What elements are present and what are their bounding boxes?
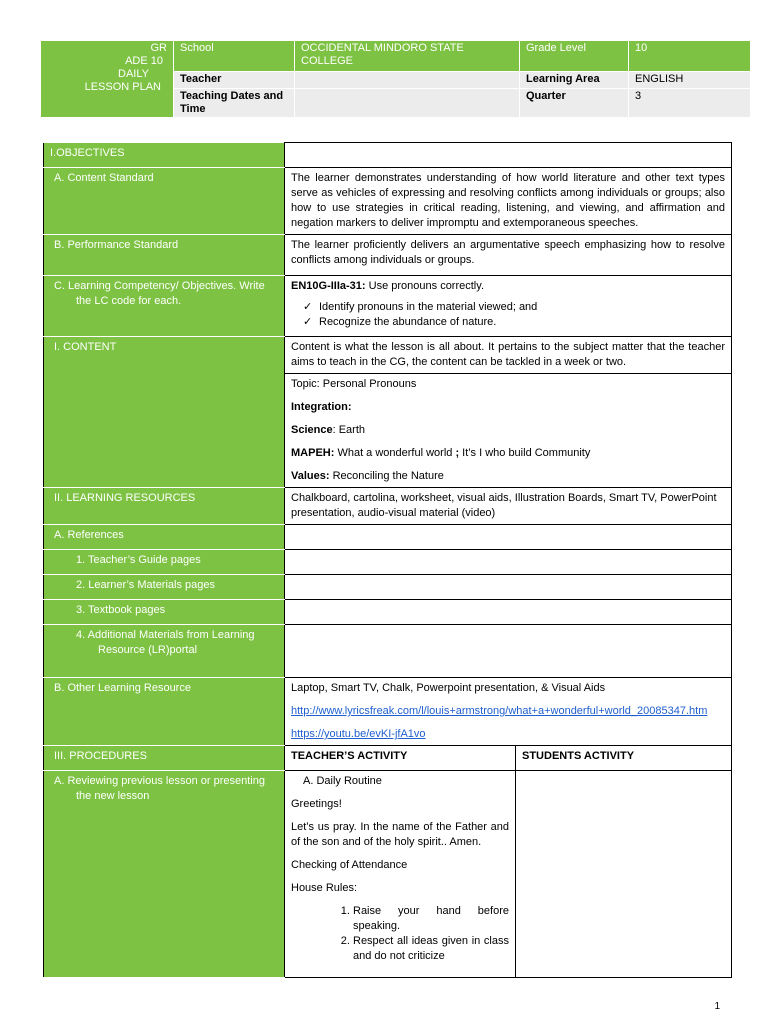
title-line-3: DAILY (118, 68, 149, 80)
content-standard-label: A. Content Standard (44, 168, 285, 235)
page-number: 1 (714, 1001, 720, 1012)
integration-label: Integration: (291, 401, 352, 413)
students-activity-head: STUDENTS ACTIVITY (516, 746, 732, 771)
grade-label: Grade Level (520, 41, 629, 72)
reviewing-label: A. Reviewing previous lesson or presenting the new lesson (44, 771, 285, 978)
learners-materials-label: 2. Learner’s Materials pages (44, 575, 285, 600)
school-label: School (174, 41, 295, 72)
house-rules-label: House Rules: (291, 882, 358, 894)
references-blank (285, 525, 732, 550)
students-activity-cell (516, 771, 732, 978)
title-line-4: LESSON PLAN (84, 81, 161, 93)
teacher-label: Teacher (174, 72, 295, 89)
lesson-plan-title (41, 41, 174, 118)
science-label: Science (291, 424, 333, 436)
textbook-blank (285, 600, 732, 625)
competency-item-2: ✓ Recognize the abundance of nature. (291, 315, 725, 330)
content-topic-cell (285, 374, 732, 488)
grade-value: 10 (629, 41, 751, 72)
learning-resources-text: Chalkboard, cartolina, worksheet, visual aids, Illustration Boards, Smart TV, PowerPoint presentation, audio-visual material (video) (285, 488, 732, 525)
attendance: Checking of Attendance (291, 859, 408, 871)
area-value: ENGLISH (629, 72, 751, 89)
content-description: Content is what the lesson is all about. It pertains to the subject matter that the teacher aims to teach in the CG, the content can be tackled in a week or two. (285, 337, 732, 374)
header-table (40, 40, 751, 118)
quarter-value: 3 (629, 89, 751, 118)
teacher-value (295, 72, 520, 89)
dates-value (295, 89, 520, 118)
competency-text: Use pronouns correctly. (365, 280, 484, 292)
competency-label: C. Learning Competency/ Objectives. Write the LC code for each. (44, 276, 285, 337)
learners-materials-blank (285, 575, 732, 600)
textbook-label: 3. Textbook pages (44, 600, 285, 625)
area-label: Learning Area (520, 72, 629, 89)
mapeh-label: MAPEH: (291, 447, 335, 459)
school-value: OCCIDENTAL MINDORO STATE COLLEGE (295, 41, 520, 72)
competency-cell (285, 276, 732, 337)
content-label: I. CONTENT (44, 337, 285, 488)
dates-label: Teaching Dates and Time (174, 89, 295, 118)
mapeh-value-a: What a wonderful world (334, 447, 456, 459)
house-rule-2: 2. Respect all ideas given in class and do not criticize (353, 934, 509, 964)
additional-materials-blank (285, 625, 732, 678)
performance-standard-text: The learner proficiently delivers an argumentative speech emphasizing how to resolve conflicts among individuals or groups. (285, 235, 732, 276)
title-line-1: GR (150, 42, 167, 54)
mapeh-separator: ; (455, 447, 460, 459)
teacher-activity-head: TEACHER’S ACTIVITY (285, 746, 516, 771)
title-line-2: ADE 10 (125, 55, 163, 67)
other-resource-cell (285, 678, 732, 746)
procedures-label: III. PROCEDURES (44, 746, 285, 771)
daily-routine: A. Daily Routine (303, 775, 382, 787)
youtube-link[interactable]: https://youtu.be/evKI-jfA1vo (291, 728, 426, 740)
teachers-guide-label: 1. Teacher’s Guide pages (44, 550, 285, 575)
content-standard-text: The learner demonstrates understanding of how world literature and other text types serve as vehicles of expressing and resolving conflicts among individuals or groups; also how to use strategies in critical reading, listening, and viewing, and affirmation and negation markers to deliver impromptu and extemporaneous speeches. (285, 168, 732, 235)
lyrics-link[interactable]: http://www.lyricsfreak.com/l/louis+armstrong/what+a+wonderful+world_20085347.htm (291, 705, 708, 717)
content-topic: Topic: Personal Pronouns (291, 378, 417, 390)
performance-standard-label: B. Performance Standard (44, 235, 285, 276)
learning-resources-label: II. LEARNING RESOURCES (44, 488, 285, 525)
objectives-heading: I.OBJECTIVES (44, 143, 285, 168)
competency-code: EN10G-IIIa-31: (291, 280, 366, 292)
teacher-activity-cell (285, 771, 516, 978)
science-value: : Earth (332, 424, 365, 436)
quarter-label: Quarter (520, 89, 629, 118)
lesson-table (43, 142, 732, 978)
mapeh-value-b: It’s I who build Community (459, 447, 591, 459)
additional-materials-label: 4. Additional Materials from Learning Resource (LR)portal (44, 625, 285, 678)
prayer: Let’s us pray. In the name of the Father and of the son and of the holy spirit.. Amen. (291, 821, 509, 848)
teachers-guide-blank (285, 550, 732, 575)
house-rule-1: 1. Raise your hand before speaking. (353, 904, 509, 934)
references-label: A. References (44, 525, 285, 550)
competency-item-1: ✓ Identify pronouns in the material viewed; and (291, 300, 725, 315)
values-label: Values: (291, 470, 330, 482)
other-resource-label: B. Other Learning Resource (44, 678, 285, 746)
objectives-blank (285, 143, 732, 168)
house-rules-list (291, 904, 509, 964)
greetings: Greetings! (291, 798, 342, 810)
values-value: Reconciling the Nature (329, 470, 444, 482)
other-resource-text: Laptop, Smart TV, Chalk, Powerpoint presentation, & Visual Aids (291, 682, 606, 694)
